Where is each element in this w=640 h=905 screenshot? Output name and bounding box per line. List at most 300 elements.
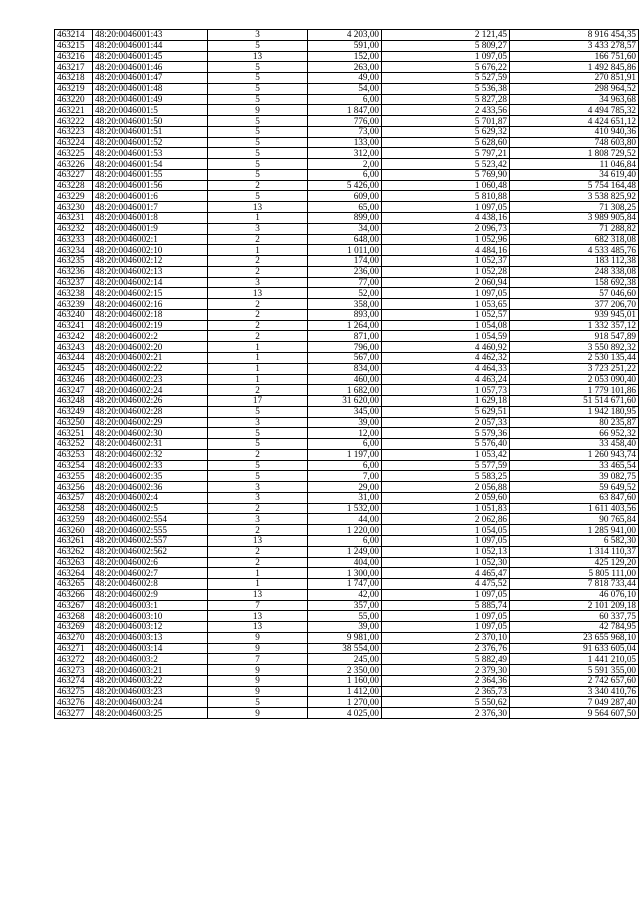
unit-value-cell: 5 797,21 bbox=[382, 148, 510, 159]
table-row bbox=[55, 557, 639, 568]
cadastral-number-cell: 48:20:0046003:24 bbox=[93, 697, 208, 708]
group-cell: 5 bbox=[208, 697, 308, 708]
cadastral-value-cell: 183 112,38 bbox=[510, 256, 639, 267]
group-cell: 5 bbox=[208, 148, 308, 159]
group-cell: 13 bbox=[208, 611, 308, 622]
group-cell: 5 bbox=[208, 40, 308, 51]
cadastral-number-cell: 48:20:0046002:6 bbox=[93, 557, 208, 568]
row-number-cell: 463254 bbox=[55, 460, 93, 471]
unit-value-cell: 5 583,25 bbox=[382, 471, 510, 482]
group-cell: 2 bbox=[208, 385, 308, 396]
unit-value-cell: 1 052,30 bbox=[382, 557, 510, 568]
unit-value-cell: 5 629,51 bbox=[382, 406, 510, 417]
table-row bbox=[55, 331, 639, 342]
row-number-cell: 463259 bbox=[55, 514, 93, 525]
group-cell: 5 bbox=[208, 439, 308, 450]
area-cell: 73,00 bbox=[308, 126, 382, 137]
cadastral-value-cell: 8 916 454,35 bbox=[510, 30, 639, 41]
cadastral-number-cell: 48:20:0046002:14 bbox=[93, 277, 208, 288]
area-cell: 44,00 bbox=[308, 514, 382, 525]
area-cell: 39,00 bbox=[308, 417, 382, 428]
table-row bbox=[55, 482, 639, 493]
table-row bbox=[55, 309, 639, 320]
group-cell: 2 bbox=[208, 180, 308, 191]
cadastral-number-cell: 48:20:0046002:15 bbox=[93, 288, 208, 299]
unit-value-cell: 2 121,45 bbox=[382, 30, 510, 41]
area-cell: 52,00 bbox=[308, 288, 382, 299]
unit-value-cell: 5 579,36 bbox=[382, 428, 510, 439]
cadastral-number-cell: 48:20:0046002:19 bbox=[93, 320, 208, 331]
row-number-cell: 463244 bbox=[55, 352, 93, 363]
row-number-cell: 463255 bbox=[55, 471, 93, 482]
cadastral-number-cell: 48:20:0046002:32 bbox=[93, 449, 208, 460]
row-number-cell: 463250 bbox=[55, 417, 93, 428]
table-row bbox=[55, 385, 639, 396]
group-cell: 2 bbox=[208, 309, 308, 320]
group-cell: 9 bbox=[208, 643, 308, 654]
row-number-cell: 463265 bbox=[55, 579, 93, 590]
unit-value-cell: 1 051,83 bbox=[382, 503, 510, 514]
group-cell: 9 bbox=[208, 675, 308, 686]
cadastral-value-cell: 298 964,52 bbox=[510, 83, 639, 94]
cadastral-number-cell: 48:20:0046003:23 bbox=[93, 686, 208, 697]
table-row bbox=[55, 374, 639, 385]
unit-value-cell: 1 097,05 bbox=[382, 622, 510, 633]
cadastral-value-cell: 1 260 943,74 bbox=[510, 449, 639, 460]
row-number-cell: 463253 bbox=[55, 449, 93, 460]
table-row bbox=[55, 51, 639, 62]
table-row bbox=[55, 654, 639, 665]
cadastral-number-cell: 48:20:0046003:1 bbox=[93, 600, 208, 611]
group-cell: 3 bbox=[208, 30, 308, 41]
row-number-cell: 463272 bbox=[55, 654, 93, 665]
cadastral-value-cell: 2 101 209,18 bbox=[510, 600, 639, 611]
cadastral-value-cell: 158 692,38 bbox=[510, 277, 639, 288]
group-cell: 5 bbox=[208, 471, 308, 482]
group-cell: 5 bbox=[208, 191, 308, 202]
row-number-cell: 463252 bbox=[55, 439, 93, 450]
table-row bbox=[55, 600, 639, 611]
table-row bbox=[55, 428, 639, 439]
row-number-cell: 463226 bbox=[55, 159, 93, 170]
cadastral-value-cell: 60 337,75 bbox=[510, 611, 639, 622]
unit-value-cell: 4 463,24 bbox=[382, 374, 510, 385]
cadastral-number-cell: 48:20:0046001:48 bbox=[93, 83, 208, 94]
cadastral-number-cell: 48:20:0046003:25 bbox=[93, 708, 208, 719]
cadastral-number-cell: 48:20:0046002:4 bbox=[93, 492, 208, 503]
cadastral-value-cell: 5 754 164,48 bbox=[510, 180, 639, 191]
table-row bbox=[55, 234, 639, 245]
area-cell: 42,00 bbox=[308, 589, 382, 600]
cadastral-value-cell: 3 340 410,76 bbox=[510, 686, 639, 697]
area-cell: 6,00 bbox=[308, 169, 382, 180]
cadastral-number-cell: 48:20:0046002:8 bbox=[93, 579, 208, 590]
area-cell: 345,00 bbox=[308, 406, 382, 417]
unit-value-cell: 1 053,42 bbox=[382, 449, 510, 460]
cadastral-number-cell: 48:20:0046002:10 bbox=[93, 245, 208, 256]
table-body bbox=[55, 30, 639, 719]
cadastral-number-cell: 48:20:0046002:23 bbox=[93, 374, 208, 385]
row-number-cell: 463269 bbox=[55, 622, 93, 633]
area-cell: 174,00 bbox=[308, 256, 382, 267]
row-number-cell: 463275 bbox=[55, 686, 93, 697]
table-row bbox=[55, 320, 639, 331]
cadastral-value-cell: 377 206,70 bbox=[510, 299, 639, 310]
group-cell: 2 bbox=[208, 546, 308, 557]
table-row bbox=[55, 73, 639, 84]
unit-value-cell: 5 676,22 bbox=[382, 62, 510, 73]
group-cell: 7 bbox=[208, 654, 308, 665]
unit-value-cell: 2 365,73 bbox=[382, 686, 510, 697]
cadastral-value-cell: 39 082,75 bbox=[510, 471, 639, 482]
group-cell: 17 bbox=[208, 396, 308, 407]
area-cell: 31,00 bbox=[308, 492, 382, 503]
cadastral-number-cell: 48:20:0046002:36 bbox=[93, 482, 208, 493]
row-number-cell: 463271 bbox=[55, 643, 93, 654]
group-cell: 2 bbox=[208, 299, 308, 310]
row-number-cell: 463267 bbox=[55, 600, 93, 611]
cadastral-value-cell: 23 655 968,10 bbox=[510, 632, 639, 643]
row-number-cell: 463274 bbox=[55, 675, 93, 686]
area-cell: 1 220,00 bbox=[308, 525, 382, 536]
unit-value-cell: 2 057,33 bbox=[382, 417, 510, 428]
cadastral-value-cell: 57 046,60 bbox=[510, 288, 639, 299]
area-cell: 29,00 bbox=[308, 482, 382, 493]
cadastral-number-cell: 48:20:0046002:26 bbox=[93, 396, 208, 407]
unit-value-cell: 2 370,10 bbox=[382, 632, 510, 643]
cadastral-value-cell: 3 989 905,84 bbox=[510, 213, 639, 224]
unit-value-cell: 1 097,05 bbox=[382, 535, 510, 546]
row-number-cell: 463225 bbox=[55, 148, 93, 159]
area-cell: 1 412,00 bbox=[308, 686, 382, 697]
unit-value-cell: 5 628,60 bbox=[382, 137, 510, 148]
cadastral-value-cell: 9 564 607,50 bbox=[510, 708, 639, 719]
area-cell: 4 203,00 bbox=[308, 30, 382, 41]
cadastral-number-cell: 48:20:0046002:9 bbox=[93, 589, 208, 600]
table-row bbox=[55, 352, 639, 363]
table-row bbox=[55, 299, 639, 310]
row-number-cell: 463215 bbox=[55, 40, 93, 51]
table-row bbox=[55, 535, 639, 546]
cadastral-value-cell: 90 765,84 bbox=[510, 514, 639, 525]
unit-value-cell: 5 810,88 bbox=[382, 191, 510, 202]
row-number-cell: 463266 bbox=[55, 589, 93, 600]
cadastral-number-cell: 48:20:0046001:46 bbox=[93, 62, 208, 73]
area-cell: 358,00 bbox=[308, 299, 382, 310]
area-cell: 1 747,00 bbox=[308, 579, 382, 590]
cadastral-value-cell: 270 851,91 bbox=[510, 73, 639, 84]
table-row bbox=[55, 503, 639, 514]
unit-value-cell: 4 462,32 bbox=[382, 352, 510, 363]
area-cell: 2 350,00 bbox=[308, 665, 382, 676]
unit-value-cell: 4 438,16 bbox=[382, 213, 510, 224]
row-number-cell: 463216 bbox=[55, 51, 93, 62]
unit-value-cell: 1 052,96 bbox=[382, 234, 510, 245]
table-row bbox=[55, 266, 639, 277]
table-row bbox=[55, 169, 639, 180]
area-cell: 6,00 bbox=[308, 460, 382, 471]
cadastral-value-cell: 2 742 657,60 bbox=[510, 675, 639, 686]
cadastral-number-cell: 48:20:0046002:7 bbox=[93, 568, 208, 579]
area-cell: 567,00 bbox=[308, 352, 382, 363]
cadastral-value-cell: 5 805 111,00 bbox=[510, 568, 639, 579]
row-number-cell: 463220 bbox=[55, 94, 93, 105]
cadastral-value-cell: 682 318,08 bbox=[510, 234, 639, 245]
area-cell: 4 025,00 bbox=[308, 708, 382, 719]
cadastral-value-cell: 7 049 287,40 bbox=[510, 697, 639, 708]
row-number-cell: 463231 bbox=[55, 213, 93, 224]
cadastral-number-cell: 48:20:0046003:21 bbox=[93, 665, 208, 676]
row-number-cell: 463238 bbox=[55, 288, 93, 299]
unit-value-cell: 5 576,40 bbox=[382, 439, 510, 450]
row-number-cell: 463268 bbox=[55, 611, 93, 622]
group-cell: 9 bbox=[208, 686, 308, 697]
unit-value-cell: 5 629,32 bbox=[382, 126, 510, 137]
cadastral-value-cell: 410 940,36 bbox=[510, 126, 639, 137]
cadastral-number-cell: 48:20:0046001:7 bbox=[93, 202, 208, 213]
group-cell: 2 bbox=[208, 449, 308, 460]
area-cell: 6,00 bbox=[308, 94, 382, 105]
cadastral-number-cell: 48:20:0046002:35 bbox=[93, 471, 208, 482]
unit-value-cell: 1 052,28 bbox=[382, 266, 510, 277]
unit-value-cell: 5 882,49 bbox=[382, 654, 510, 665]
area-cell: 609,00 bbox=[308, 191, 382, 202]
row-number-cell: 463217 bbox=[55, 62, 93, 73]
area-cell: 34,00 bbox=[308, 223, 382, 234]
row-number-cell: 463237 bbox=[55, 277, 93, 288]
area-cell: 899,00 bbox=[308, 213, 382, 224]
group-cell: 5 bbox=[208, 62, 308, 73]
cadastral-number-cell: 48:20:0046002:28 bbox=[93, 406, 208, 417]
unit-value-cell: 4 465,47 bbox=[382, 568, 510, 579]
table-row bbox=[55, 40, 639, 51]
table-row bbox=[55, 83, 639, 94]
area-cell: 1 011,00 bbox=[308, 245, 382, 256]
table-row bbox=[55, 363, 639, 374]
table-row bbox=[55, 202, 639, 213]
group-cell: 5 bbox=[208, 428, 308, 439]
cadastral-value-cell: 1 808 729,52 bbox=[510, 148, 639, 159]
table-row bbox=[55, 579, 639, 590]
unit-value-cell: 2 376,76 bbox=[382, 643, 510, 654]
group-cell: 13 bbox=[208, 51, 308, 62]
cadastral-value-cell: 80 235,87 bbox=[510, 417, 639, 428]
group-cell: 9 bbox=[208, 665, 308, 676]
row-number-cell: 463230 bbox=[55, 202, 93, 213]
cadastral-value-cell: 1 942 180,95 bbox=[510, 406, 639, 417]
table-row bbox=[55, 223, 639, 234]
unit-value-cell: 1 053,65 bbox=[382, 299, 510, 310]
row-number-cell: 463236 bbox=[55, 266, 93, 277]
unit-value-cell: 2 364,36 bbox=[382, 675, 510, 686]
row-number-cell: 463222 bbox=[55, 116, 93, 127]
group-cell: 1 bbox=[208, 245, 308, 256]
cadastral-value-cell: 2 053 090,40 bbox=[510, 374, 639, 385]
cadastral-number-cell: 48:20:0046002:554 bbox=[93, 514, 208, 525]
cadastral-value-cell: 3 433 278,57 bbox=[510, 40, 639, 51]
cadastral-number-cell: 48:20:0046002:20 bbox=[93, 342, 208, 353]
area-cell: 236,00 bbox=[308, 266, 382, 277]
area-cell: 796,00 bbox=[308, 342, 382, 353]
row-number-cell: 463247 bbox=[55, 385, 93, 396]
row-number-cell: 463270 bbox=[55, 632, 93, 643]
row-number-cell: 463258 bbox=[55, 503, 93, 514]
area-cell: 31 620,00 bbox=[308, 396, 382, 407]
row-number-cell: 463219 bbox=[55, 83, 93, 94]
unit-value-cell: 1 097,05 bbox=[382, 611, 510, 622]
group-cell: 13 bbox=[208, 288, 308, 299]
table-row bbox=[55, 439, 639, 450]
table-row bbox=[55, 697, 639, 708]
table-row bbox=[55, 611, 639, 622]
table-row bbox=[55, 105, 639, 116]
cadastral-value-cell: 3 550 892,32 bbox=[510, 342, 639, 353]
row-number-cell: 463277 bbox=[55, 708, 93, 719]
valuation-table bbox=[54, 29, 639, 719]
row-number-cell: 463256 bbox=[55, 482, 93, 493]
row-number-cell: 463218 bbox=[55, 73, 93, 84]
cadastral-value-cell: 425 129,20 bbox=[510, 557, 639, 568]
group-cell: 5 bbox=[208, 460, 308, 471]
area-cell: 54,00 bbox=[308, 83, 382, 94]
row-number-cell: 463224 bbox=[55, 137, 93, 148]
unit-value-cell: 4 475,52 bbox=[382, 579, 510, 590]
group-cell: 5 bbox=[208, 169, 308, 180]
table-row bbox=[55, 546, 639, 557]
group-cell: 2 bbox=[208, 557, 308, 568]
area-cell: 49,00 bbox=[308, 73, 382, 84]
cadastral-number-cell: 48:20:0046002:18 bbox=[93, 309, 208, 320]
cadastral-number-cell: 48:20:0046002:1 bbox=[93, 234, 208, 245]
row-number-cell: 463257 bbox=[55, 492, 93, 503]
group-cell: 5 bbox=[208, 406, 308, 417]
unit-value-cell: 4 464,33 bbox=[382, 363, 510, 374]
group-cell: 13 bbox=[208, 535, 308, 546]
table-row bbox=[55, 256, 639, 267]
area-cell: 404,00 bbox=[308, 557, 382, 568]
cadastral-value-cell: 34 963,68 bbox=[510, 94, 639, 105]
area-cell: 6,00 bbox=[308, 535, 382, 546]
cadastral-value-cell: 66 952,32 bbox=[510, 428, 639, 439]
row-number-cell: 463241 bbox=[55, 320, 93, 331]
row-number-cell: 463251 bbox=[55, 428, 93, 439]
table-row bbox=[55, 159, 639, 170]
cadastral-value-cell: 59 649,52 bbox=[510, 482, 639, 493]
cadastral-value-cell: 1 332 357,12 bbox=[510, 320, 639, 331]
cadastral-value-cell: 248 338,08 bbox=[510, 266, 639, 277]
area-cell: 39,00 bbox=[308, 622, 382, 633]
group-cell: 2 bbox=[208, 266, 308, 277]
group-cell: 2 bbox=[208, 331, 308, 342]
cadastral-number-cell: 48:20:0046002:562 bbox=[93, 546, 208, 557]
row-number-cell: 463214 bbox=[55, 30, 93, 41]
cadastral-number-cell: 48:20:0046001:51 bbox=[93, 126, 208, 137]
cadastral-number-cell: 48:20:0046002:12 bbox=[93, 256, 208, 267]
area-cell: 133,00 bbox=[308, 137, 382, 148]
area-cell: 776,00 bbox=[308, 116, 382, 127]
group-cell: 5 bbox=[208, 137, 308, 148]
area-cell: 5 426,00 bbox=[308, 180, 382, 191]
area-cell: 1 270,00 bbox=[308, 697, 382, 708]
unit-value-cell: 5 536,38 bbox=[382, 83, 510, 94]
cadastral-value-cell: 748 603,80 bbox=[510, 137, 639, 148]
group-cell: 5 bbox=[208, 116, 308, 127]
table-row bbox=[55, 213, 639, 224]
cadastral-value-cell: 1 779 101,86 bbox=[510, 385, 639, 396]
group-cell: 13 bbox=[208, 202, 308, 213]
unit-value-cell: 5 809,27 bbox=[382, 40, 510, 51]
cadastral-number-cell: 48:20:0046003:2 bbox=[93, 654, 208, 665]
area-cell: 7,00 bbox=[308, 471, 382, 482]
group-cell: 7 bbox=[208, 600, 308, 611]
cadastral-number-cell: 48:20:0046001:45 bbox=[93, 51, 208, 62]
cadastral-value-cell: 3 723 251,22 bbox=[510, 363, 639, 374]
cadastral-number-cell: 48:20:0046001:43 bbox=[93, 30, 208, 41]
group-cell: 2 bbox=[208, 234, 308, 245]
cadastral-value-cell: 34 619,40 bbox=[510, 169, 639, 180]
row-number-cell: 463243 bbox=[55, 342, 93, 353]
table-row bbox=[55, 665, 639, 676]
cadastral-number-cell: 48:20:0046002:22 bbox=[93, 363, 208, 374]
group-cell: 1 bbox=[208, 568, 308, 579]
cadastral-value-cell: 6 582,30 bbox=[510, 535, 639, 546]
unit-value-cell: 2 433,56 bbox=[382, 105, 510, 116]
cadastral-number-cell: 48:20:0046001:54 bbox=[93, 159, 208, 170]
area-cell: 1 532,00 bbox=[308, 503, 382, 514]
unit-value-cell: 2 096,73 bbox=[382, 223, 510, 234]
cadastral-number-cell: 48:20:0046002:5 bbox=[93, 503, 208, 514]
cadastral-number-cell: 48:20:0046003:12 bbox=[93, 622, 208, 633]
row-number-cell: 463264 bbox=[55, 568, 93, 579]
table-row bbox=[55, 30, 639, 41]
table-row bbox=[55, 342, 639, 353]
area-cell: 1 249,00 bbox=[308, 546, 382, 557]
group-cell: 3 bbox=[208, 514, 308, 525]
cadastral-value-cell: 71 308,25 bbox=[510, 202, 639, 213]
unit-value-cell: 2 376,30 bbox=[382, 708, 510, 719]
table-row bbox=[55, 116, 639, 127]
row-number-cell: 463245 bbox=[55, 363, 93, 374]
cadastral-number-cell: 48:20:0046003:13 bbox=[93, 632, 208, 643]
unit-value-cell: 1 052,57 bbox=[382, 309, 510, 320]
cadastral-number-cell: 48:20:0046002:13 bbox=[93, 266, 208, 277]
unit-value-cell: 1 060,48 bbox=[382, 180, 510, 191]
table-row bbox=[55, 589, 639, 600]
group-cell: 9 bbox=[208, 105, 308, 116]
cadastral-value-cell: 71 288,82 bbox=[510, 223, 639, 234]
table-row bbox=[55, 191, 639, 202]
cadastral-value-cell: 42 784,95 bbox=[510, 622, 639, 633]
unit-value-cell: 2 060,94 bbox=[382, 277, 510, 288]
area-cell: 591,00 bbox=[308, 40, 382, 51]
table-row bbox=[55, 62, 639, 73]
cadastral-value-cell: 4 533 485,76 bbox=[510, 245, 639, 256]
cadastral-number-cell: 48:20:0046001:8 bbox=[93, 213, 208, 224]
row-number-cell: 463239 bbox=[55, 299, 93, 310]
cadastral-value-cell: 3 538 825,92 bbox=[510, 191, 639, 202]
row-number-cell: 463221 bbox=[55, 105, 93, 116]
group-cell: 1 bbox=[208, 579, 308, 590]
group-cell: 1 bbox=[208, 363, 308, 374]
cadastral-number-cell: 48:20:0046002:555 bbox=[93, 525, 208, 536]
table-row bbox=[55, 632, 639, 643]
cadastral-number-cell: 48:20:0046002:29 bbox=[93, 417, 208, 428]
unit-value-cell: 1 629,18 bbox=[382, 396, 510, 407]
row-number-cell: 463228 bbox=[55, 180, 93, 191]
row-number-cell: 463235 bbox=[55, 256, 93, 267]
row-number-cell: 463234 bbox=[55, 245, 93, 256]
group-cell: 2 bbox=[208, 320, 308, 331]
